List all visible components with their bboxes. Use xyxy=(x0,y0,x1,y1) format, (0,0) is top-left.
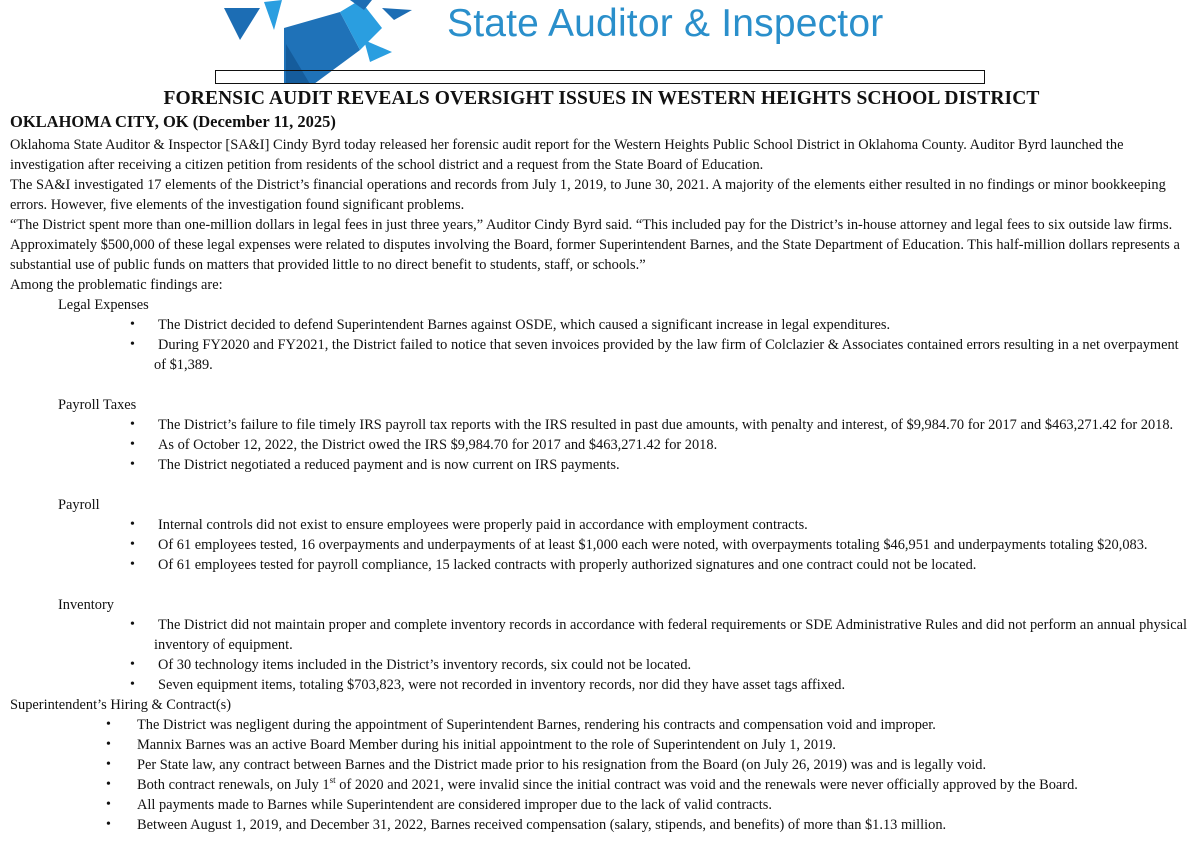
ordinal-suffix: st xyxy=(329,775,336,786)
inventory-list xyxy=(10,615,1190,695)
list-item: • Seven equipment items, totaling $703,823, were not recorded in inventory records, nor did they have asset tags affixed. xyxy=(10,675,1190,695)
header-rule-box xyxy=(215,70,985,84)
list-item: • Internal controls did not exist to ensure employees were properly paid in accordance with employment contracts. xyxy=(10,515,1190,535)
section-title-legal-expenses: Legal Expenses xyxy=(58,297,149,313)
section-title-payroll-taxes: Payroll Taxes xyxy=(58,397,137,413)
article-body xyxy=(10,135,1190,835)
list-item: • Of 61 employees tested for payroll compliance, 15 lacked contracts with properly authorized signatures and one contract could not be located. xyxy=(10,555,1190,575)
paragraph: Among the problematic findings are: xyxy=(10,277,223,293)
legal-expenses-list xyxy=(10,315,1190,375)
list-item: • The District’s failure to file timely IRS payroll tax reports with the IRS resulted in past due amounts, with penalty and interest, of $9,984.70 for 2017 and $463,271.42 for 2018. xyxy=(10,415,1190,435)
list-item: • Of 61 employees tested, 16 overpayments and underpayments of at least $1,000 each were noted, with overpayments totaling $46,951 and underpayments totaling $20,083. xyxy=(10,535,1190,555)
list-item-renewals xyxy=(10,775,1190,795)
section-title-superintendent: Superintendent’s Hiring & Contract(s) xyxy=(10,697,232,713)
list-item: • The District decided to defend Superintendent Barnes against OSDE, which caused a significant increase in legal expenditures. xyxy=(10,315,1190,335)
renewal-text-end: of 2020 and 2021, were invalid since the initial contract was void and the renewals were never officially approved by the Board. xyxy=(335,777,1078,793)
list-item: • Of 30 technology items included in the District’s inventory records, six could not be located. xyxy=(10,655,1190,675)
paragraph: Oklahoma State Auditor & Inspector [SA&I] Cindy Byrd today released her forensic audit report for the Western Heights Public School District in Oklahoma County. Auditor Byrd launched the investigation after receiving a citizen petition from residents of the school district and a request from the State Board of Education. xyxy=(10,137,1124,173)
paragraph: “The District spent more than one-million dollars in legal fees in just three years,” Auditor Cindy Byrd said. “This included pay for the District’s in-house attorney and legal fees to six outside law firms. Approximately $500,000 of these legal expenses were related to disputes involving the Board, former Superintendent Barnes, and the State Department of Education. This half-million dollars represents a substantial use of public funds on matters that provided little to no direct benefit to students, staff, or schools.” xyxy=(10,217,1180,273)
list-item: • Per State law, any contract between Barnes and the District made prior to his resignation from the Board (on July 26, 2019) was and is legally void. xyxy=(10,755,1190,775)
paragraph: The SA&I investigated 17 elements of the District’s financial operations and records from July 1, 2019, to June 30, 2021. A majority of the elements either resulted in no findings or minor bookkeeping errors. However, five elements of the investigation found significant problems. xyxy=(10,177,1166,213)
payroll-taxes-list xyxy=(10,415,1190,475)
list-item: • During FY2020 and FY2021, the District failed to notice that seven invoices provided by the law firm of Colclazier & Associates contained errors resulting in a net overpayment of $1,389. xyxy=(10,335,1190,375)
list-item: • As of October 12, 2022, the District owed the IRS $9,984.70 for 2017 and $463,271.42 for 2018. xyxy=(10,435,1190,455)
brand-name: State Auditor & Inspector xyxy=(447,2,884,45)
section-title-payroll: Payroll xyxy=(58,497,100,513)
list-item: • The District was negligent during the appointment of Superintendent Barnes, rendering his contracts and compensation void and improper. xyxy=(10,715,1190,735)
list-item: • The District did not maintain proper and complete inventory records in accordance with federal requirements or SDE Administrative Rules and did not perform an annual physical inventory of equipment. xyxy=(10,615,1190,655)
section-title-inventory: Inventory xyxy=(58,597,114,613)
dateline: OKLAHOMA CITY, OK (December 11, 2025) xyxy=(10,112,336,131)
list-item: • Between August 1, 2019, and December 31, 2022, Barnes received compensation (salary, stipends, and benefits) of more than $1.13 million. xyxy=(10,815,1190,835)
list-item: • All payments made to Barnes while Superintendent are considered improper due to the lack of valid contracts. xyxy=(10,795,1190,815)
list-item: • The District negotiated a reduced payment and is now current on IRS payments. xyxy=(10,455,1190,475)
payroll-list xyxy=(10,515,1190,575)
renewal-text-start: Both contract renewals, on July 1 xyxy=(137,777,330,793)
headline: FORENSIC AUDIT REVEALS OVERSIGHT ISSUES IN WESTERN HEIGHTS SCHOOL DISTRICT xyxy=(163,88,1040,109)
list-item: • Mannix Barnes was an active Board Member during his initial appointment to the role of Superintendent on July 1, 2019. xyxy=(10,735,1190,755)
superintendent-list xyxy=(10,715,1190,835)
